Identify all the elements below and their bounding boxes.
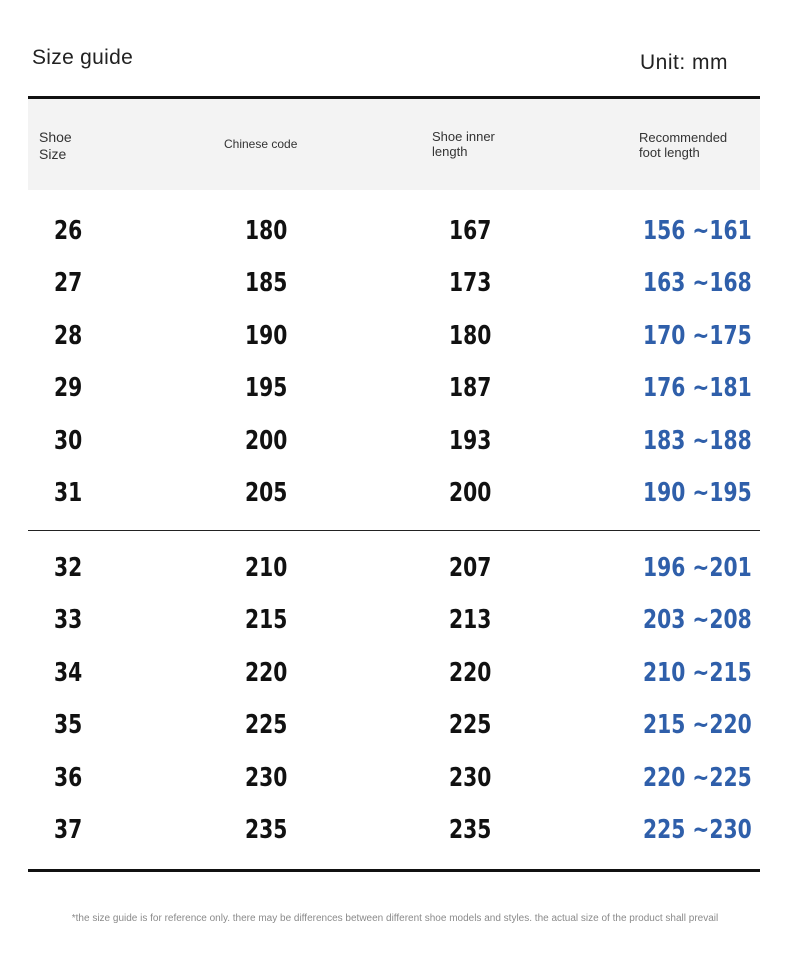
cell-shoe-size: 27 — [54, 268, 83, 298]
table-row — [0, 421, 790, 461]
cell-shoe-size: 32 — [54, 553, 83, 583]
cell-foot-length: 225 ~230 — [643, 815, 752, 845]
cell-chinese-code: 235 — [245, 815, 288, 845]
cell-foot-length: 190 ~195 — [643, 478, 752, 508]
cell-foot-length: 220 ~225 — [643, 763, 752, 793]
table-row — [0, 600, 790, 640]
cell-chinese-code: 220 — [245, 658, 288, 688]
header-chinese-code: Chinese code — [224, 137, 298, 151]
cell-inner-length: 230 — [449, 763, 492, 793]
table-row — [0, 758, 790, 798]
cell-inner-length: 193 — [449, 426, 492, 456]
cell-shoe-size: 36 — [54, 763, 83, 793]
header-inner-length: Shoe inner length — [432, 129, 495, 159]
cell-foot-length: 203 ~208 — [643, 605, 752, 635]
cell-shoe-size: 33 — [54, 605, 83, 635]
cell-foot-length: 183 ~188 — [643, 426, 752, 456]
table-row — [0, 653, 790, 693]
cell-inner-length: 220 — [449, 658, 492, 688]
cell-chinese-code: 180 — [245, 216, 288, 246]
cell-inner-length: 187 — [449, 373, 492, 403]
cell-shoe-size: 30 — [54, 426, 83, 456]
page-title: Size guide — [32, 46, 134, 69]
cell-chinese-code: 215 — [245, 605, 288, 635]
unit-label: Unit: mm — [640, 51, 728, 74]
header-shoe-size: Shoe Size — [39, 129, 72, 162]
cell-inner-length: 235 — [449, 815, 492, 845]
cell-shoe-size: 34 — [54, 658, 83, 688]
cell-foot-length: 176 ~181 — [643, 373, 752, 403]
footnote: *the size guide is for reference only. there may be differences between different shoe models and styles. the actual size of the product shall prevail — [71, 913, 719, 924]
cell-chinese-code: 230 — [245, 763, 288, 793]
bottom-rule — [28, 869, 760, 872]
cell-inner-length: 180 — [449, 321, 492, 351]
cell-chinese-code: 195 — [245, 373, 288, 403]
cell-inner-length: 225 — [449, 710, 492, 740]
cell-shoe-size: 37 — [54, 815, 83, 845]
table-row — [0, 810, 790, 850]
cell-chinese-code: 205 — [245, 478, 288, 508]
table-row — [0, 705, 790, 745]
cell-shoe-size: 35 — [54, 710, 83, 740]
cell-chinese-code: 185 — [245, 268, 288, 298]
cell-chinese-code: 190 — [245, 321, 288, 351]
cell-foot-length: 163 ~168 — [643, 268, 752, 298]
table-row — [0, 368, 790, 408]
cell-shoe-size: 29 — [54, 373, 83, 403]
cell-shoe-size: 26 — [54, 216, 83, 246]
cell-inner-length: 207 — [449, 553, 492, 583]
cell-foot-length: 210 ~215 — [643, 658, 752, 688]
cell-foot-length: 156 ~161 — [643, 216, 752, 246]
table-row — [0, 473, 790, 513]
cell-inner-length: 173 — [449, 268, 492, 298]
cell-shoe-size: 28 — [54, 321, 83, 351]
table-row — [0, 548, 790, 588]
cell-chinese-code: 200 — [245, 426, 288, 456]
cell-chinese-code: 225 — [245, 710, 288, 740]
cell-foot-length: 215 ~220 — [643, 710, 752, 740]
section-divider — [28, 530, 760, 531]
cell-foot-length: 196 ~201 — [643, 553, 752, 583]
cell-chinese-code: 210 — [245, 553, 288, 583]
cell-foot-length: 170 ~175 — [643, 321, 752, 351]
table-row — [0, 211, 790, 251]
header-foot-length: Recommended foot length — [639, 130, 728, 160]
cell-shoe-size: 31 — [54, 478, 83, 508]
cell-inner-length: 213 — [449, 605, 492, 635]
cell-inner-length: 200 — [449, 478, 492, 508]
table-row — [0, 263, 790, 303]
cell-inner-length: 167 — [449, 216, 492, 246]
table-row — [0, 316, 790, 356]
